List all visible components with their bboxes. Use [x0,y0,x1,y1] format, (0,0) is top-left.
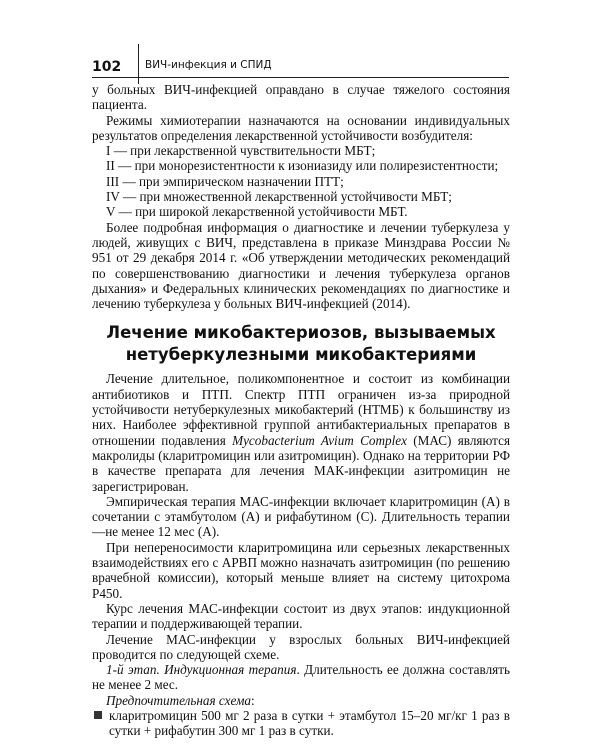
header-vertical-rule [138,44,139,84]
regimen-item: V — при широкой лекарственной устойчивости МБТ. [106,204,408,220]
paragraph-chemo-regimens: Режимы химиотерапии назначаются на основании индивидуальных результатов определения лекарственной устойчивости возбудителя: [92,112,510,143]
paragraph-treatment-overview [92,371,510,493]
paragraph-more-info: Более подробная информация о диагностике и лечении туберкулеза у людей, живущих с ВИЧ, представлена в приказе Минздрава России № 951 от 29 декабря 2014 г. «Об утверждении методических рекомендаций по совершенствованию диагностики и лечения туберкулеза органов дыхания» и Федеральных клинических рекомендациях по диагностике и лечению туберкулеза у больных ВИЧ-инфекцией (2014). [92,219,510,312]
colon: : [251,692,255,708]
page-body [92,82,510,739]
regimen-item: IV — при множественной лекарственной устойчивости МБТ; [106,189,452,205]
regimen-item: II — при монорезистентности к изониазиду или полирезистентности; [106,158,499,174]
text-run: Лечение длительное, поликомпонентное и состоит из комбинации антибиотиков и ПТП. Спектр ПТП ограничен из-за природной устойчивости нетуберкулезных микобактерий (НТМБ) к большинству из них. Наиболее эффективной группой антибактериальных препаратов в отношении подавления [92,371,510,448]
regimen-item: III — при эмпирическом назначении ПТТ; [106,173,344,189]
paragraph-adult-scheme: Лечение МАС-инфекции у взрослых больных ВИЧ-инфекцией проводится по следующей схеме. [92,631,510,662]
running-title: ВИЧ-инфекция и СПИД [145,59,272,71]
section-heading: Лечение микобактериозов, вызываемых нетуберкулезными микобактериями [106,323,496,365]
species-name: Mycobacterium Avium Complex [232,432,407,448]
regimen-list [92,143,510,219]
paragraph-empiric-therapy: Эмпирическая терапия МАС-инфекции включает кларитромицин (А) в сочетании с этамбутолом (А) и рифабутином (С). Длительность терапии —не менее 12 мес (А). [92,493,510,540]
page-number: 102 [92,59,122,75]
regimen-item: I — при лекарственной чувствительности МБТ; [106,143,376,159]
paragraph-continuation: у больных ВИЧ-инфекцией оправдано в случае тяжелого состояния пациента. [92,82,510,113]
text-run: (МАС) являются макролиды (кларитромицин или азитромицин). Однако на территории РФ в качестве препарата для лечения МАК-инфекции азитромицин не зарегистрирован. [92,432,511,494]
paragraph-intolerance: При непереносимости кларитромицина или серьезных лекарственных взаимодействиях его с АРВП можно назначать азитромицин (по решению врачебной комиссии), который меньше влияет на систему цитохрома Р450. [92,539,510,601]
paragraph-stage-1 [92,662,510,693]
bullet-text: кларитромицин 500 мг 2 раза в сутки + этамбутол 15–20 мг/кг 1 раз в сутки + рифабутин 300 мг 1 раз в сутки. [109,707,510,739]
scheme-label: Предпочтительная схема [106,692,251,708]
scheme-bullet [92,708,510,739]
scheme-label-line [92,693,510,708]
paragraph-course-stages: Курс лечения МАС-инфекции состоит из двух этапов: индукционной терапии и поддерживающей терапии. [92,600,510,632]
stage-label: 1-й этап. Индукционная терапия [106,662,297,678]
header-horizontal-rule [92,77,509,78]
square-bullet-icon [94,711,102,719]
stage-text: . Длительность ее должна составлять не менее 2 мес. [92,662,511,693]
